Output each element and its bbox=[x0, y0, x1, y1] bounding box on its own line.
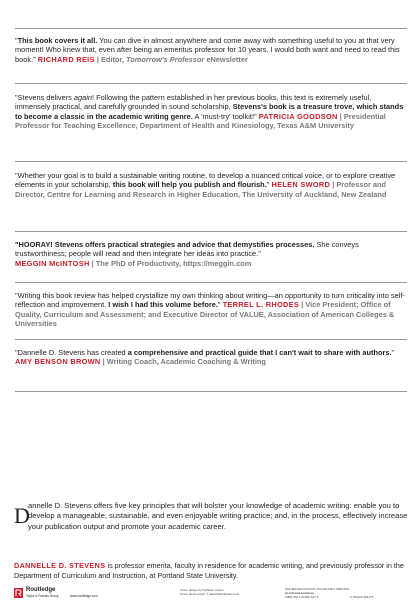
quote-text: "Writing this book review has helped crystallize my own thinking about writing—an opportunity to turn criticality into self-reflection and improvement. bbox=[15, 291, 405, 310]
endorsement-quote bbox=[15, 240, 407, 268]
endorsement-quote bbox=[15, 348, 407, 367]
endorser-title: | Editor, Tomorrow's Professor eNewsletter bbox=[96, 54, 248, 64]
quote-text: You can dive in almost anywhere and come away with something useful to you at that very moment! Who knew that, even after being an emeritus professor for 10 years, I would both want and need to read this book." bbox=[15, 36, 400, 64]
publisher-url: www.routledge.com bbox=[70, 594, 98, 598]
publisher-sub: Taylor & Francis Group bbox=[26, 594, 59, 598]
quote-bold: this book will help you publish and flourish. bbox=[112, 180, 267, 190]
endorsement-quote: "This book covers it all. You can dive in almost anywhere and come away with something useful to you at that very moment! Who knew that, even after being an emeritus professor for 10 years, I would both want and need to read this book." RICHARD REIS | Editor, Tomorrow's Professor eNewsletter bbox=[15, 36, 400, 64]
author-name: DANNELLE D. STEVENS bbox=[14, 561, 106, 570]
subject-category: HIGHER EDUCATION | SCHOLARLY WRITING bbox=[285, 587, 350, 591]
drop-cap: D bbox=[14, 503, 30, 528]
divider bbox=[15, 28, 407, 29]
endorser-title: | Vice President; Office of Quality, Curriculum and Assessment; and Executive Director of VALUE, Association of American Colleges & Universities bbox=[15, 300, 395, 329]
endorser-name: MEGGIN McINTOSH bbox=[15, 258, 90, 268]
quote-text: "Dannelle D. Stevens has created bbox=[15, 348, 128, 357]
quote-bold: I wish I had this volume before. bbox=[108, 300, 218, 310]
divider bbox=[15, 83, 407, 84]
routledge-logo-icon bbox=[14, 588, 23, 598]
book-summary: annelle D. Stevens offers five key principles that will bolster your knowledge of academic writing: enable you to develop a manageable, sustainable, and even enjoyable writing practice; and, in the process, effectively increase your publication output and promote your academic career. bbox=[28, 501, 408, 531]
endorser-title-text: Writing Coach, Academic Coaching & Writing bbox=[106, 357, 266, 367]
footer bbox=[0, 586, 420, 600]
endorser-name: AMY BENSON BROWN bbox=[15, 357, 101, 367]
quote-italic: again bbox=[73, 93, 92, 102]
quote-text: " bbox=[217, 300, 221, 310]
endorsement-quote bbox=[15, 171, 407, 199]
informa-business: an informa business bbox=[285, 591, 315, 595]
author-bio-text: is professor emerita, faculty in residence for academic writing, and previously professor in the Department of Curriculum and Instruction, at Portland State University. bbox=[14, 561, 404, 580]
divider bbox=[15, 231, 407, 232]
endorsement-quote bbox=[15, 291, 407, 329]
quote-text: A 'must-try' toolkit!" bbox=[192, 111, 257, 121]
endorser-title-text: Presidential Professor for Teaching Excellence, Department of Health and Kinesiology, Texas A&M University bbox=[15, 111, 386, 131]
quote-bold: a comprehensive and practical guide that I can't wait to share with authors. bbox=[127, 348, 392, 357]
divider bbox=[15, 282, 407, 283]
divider bbox=[15, 161, 407, 162]
divider bbox=[15, 339, 407, 340]
divider bbox=[15, 391, 407, 392]
endorser-title-italic: Tomorrow's Professor bbox=[126, 54, 205, 64]
endorser-title-prefix: Editor, bbox=[100, 54, 127, 64]
quote-bold: "HOORAY! Stevens offers practical strategies and advice that demystifies processes. bbox=[15, 240, 315, 249]
quote-text: "Stevens delivers bbox=[15, 93, 74, 102]
quote-text: ! Following the pattern established in her previous books, this text is extremely useful, immensely practical, and carefully grounded in sound scholarship. bbox=[15, 93, 372, 112]
publisher-name: Routledge bbox=[26, 587, 56, 593]
endorser-title-suffix: eNewsletter bbox=[204, 54, 248, 64]
endorser-name: TERREL L. RHODES bbox=[222, 300, 300, 310]
quote-text: " bbox=[391, 348, 395, 357]
endorser-title-text: Professor and Director, Centre for Learning and Research in Higher Education, The University of Auckland, New Zealand bbox=[15, 180, 387, 199]
quote-bold: This book covers it all. bbox=[17, 36, 98, 45]
cover-credit: Cover photo credit: © sjlam/iStockphoto.com bbox=[180, 592, 240, 596]
endorser-name: PATRICIA GOODSON bbox=[258, 111, 338, 121]
cover-credit: Cover design by Kathleen Dyson bbox=[180, 588, 224, 592]
endorser-title: | Presidential Professor for Teaching Excellence, Department of Health and Kinesiology, Texas A&M University bbox=[15, 111, 386, 131]
endorser-title-text: Vice President; Office of Quality, Curriculum and Assessment; and Executive Director of VALUE, Association of American Colleges & Universities bbox=[15, 300, 395, 329]
endorser-title: | The PhD of Productivity, https://meggin.com bbox=[91, 258, 252, 268]
quote-text: " bbox=[266, 180, 270, 190]
author-bio bbox=[14, 561, 408, 580]
isbn: ISBN 978-1-62036-517-5 bbox=[285, 595, 319, 599]
endorser-name: HELEN SWORD bbox=[271, 180, 331, 190]
endorser-name: RICHARD REIS bbox=[37, 54, 95, 64]
endorser-title-text: The PhD of Productivity, https://meggin.com bbox=[95, 258, 252, 268]
quote-bold: Stevens's book is a treasure trove, which stands to become a classic in the academic writing genre. bbox=[15, 102, 404, 121]
endorsement-quote bbox=[15, 93, 407, 131]
endorser-title: | Professor and Director, Centre for Learning and Research in Higher Education, The University of Auckland, New Zealand bbox=[15, 180, 387, 199]
endorser-title: | Writing Coach, Academic Coaching & Writing bbox=[102, 357, 266, 367]
quote-text: She conveys trustworthiness; people will read and then integrate her ideas into practice." bbox=[15, 240, 359, 259]
barcode-number: 9 781620 365175 bbox=[350, 595, 374, 599]
quote-text: "Whether your goal is to build a sustainable writing routine, to develop a nuanced critical voice, or to explore creative elements in your scholarship, bbox=[15, 171, 396, 190]
